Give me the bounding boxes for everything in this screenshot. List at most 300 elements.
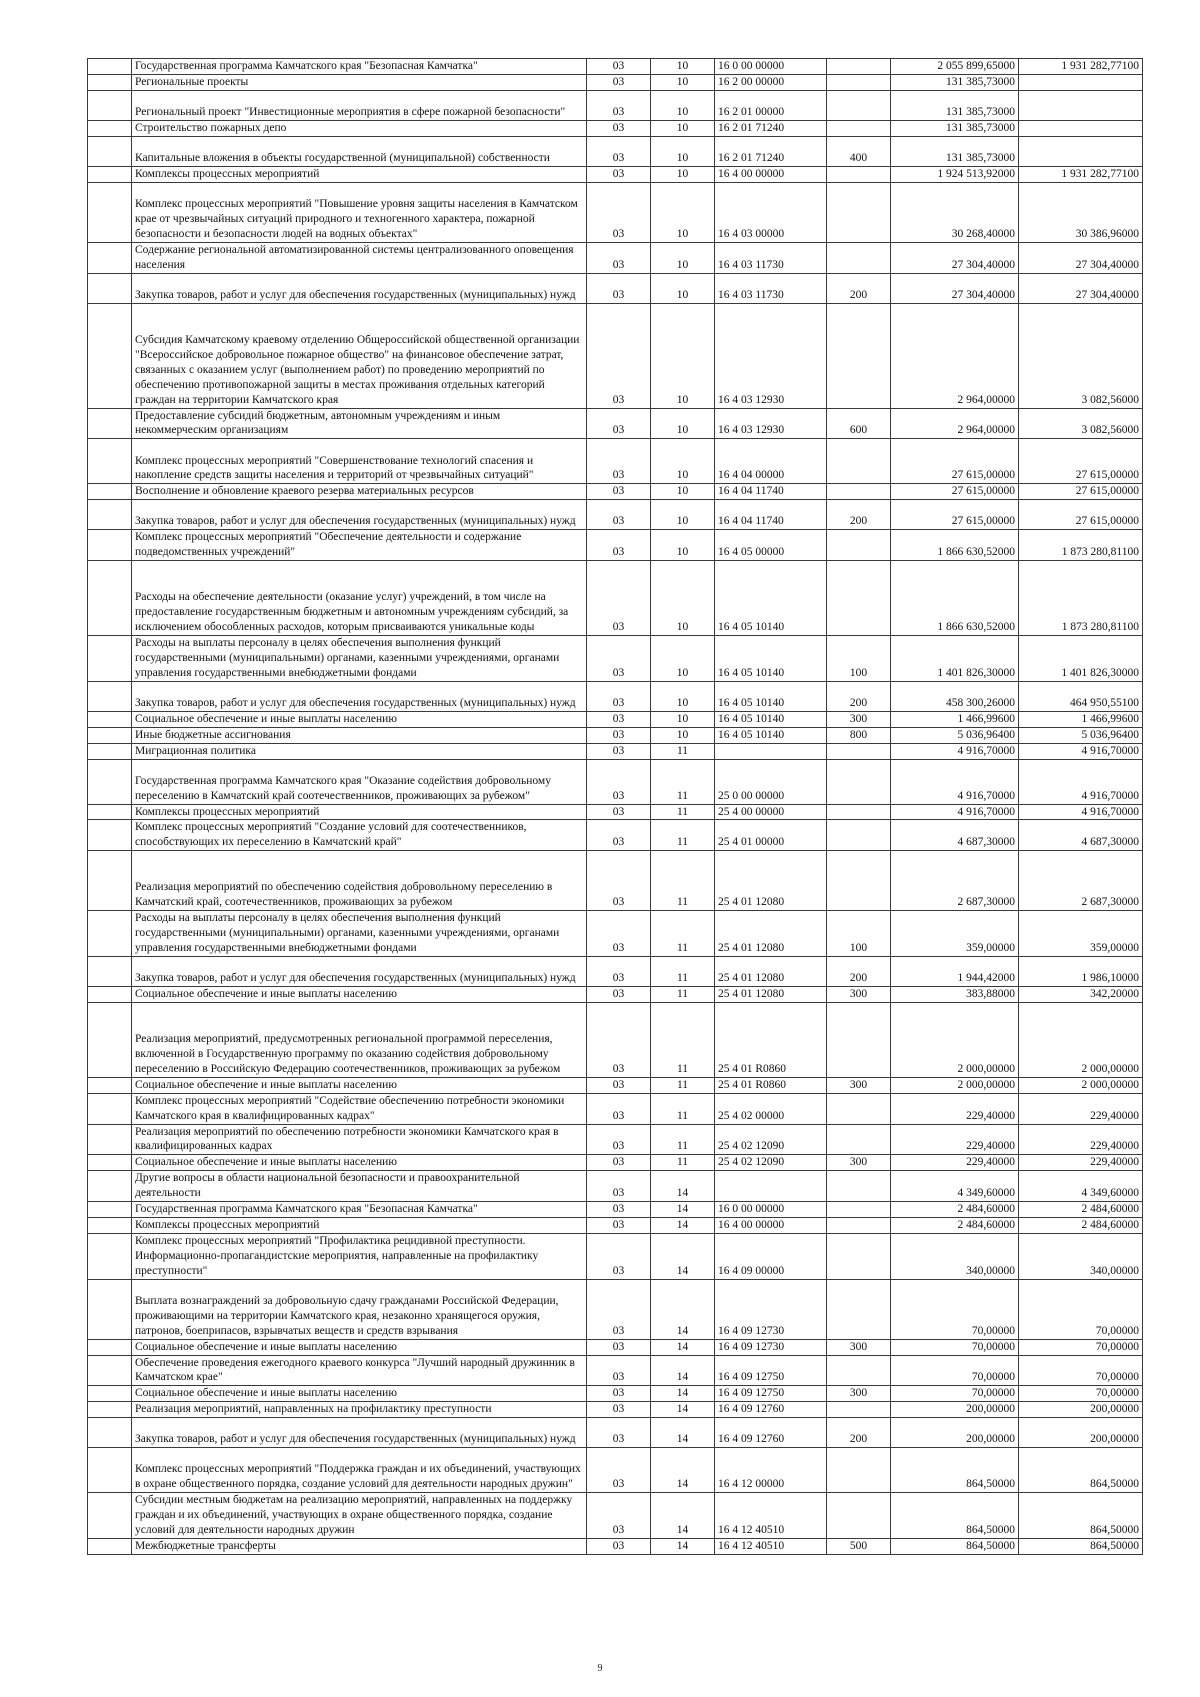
row-number-cell [88,711,132,727]
table-row [88,484,1143,500]
table-row [88,759,1143,804]
subsection-code-cell: 10 [651,530,715,561]
amount-year-1-cell: 200,00000 [891,1418,1019,1448]
subsection-code-cell: 11 [651,804,715,820]
expense-type-code-cell [827,75,891,91]
amount-year-2-cell: 27 615,00000 [1019,500,1143,530]
target-article-code-cell: 25 4 01 12080 [715,986,827,1002]
subsection-code-cell: 14 [651,1279,715,1339]
amount-year-2-cell: 3 082,56000 [1019,408,1143,439]
section-code-cell: 03 [587,1202,651,1218]
item-name-cell: Комплекс процессных мероприятий "Создание условий для соотечественников, способствующих их переселению в Камчатский край" [132,820,587,851]
row-number-cell [88,182,132,242]
amount-year-1-cell: 131 385,73000 [891,136,1019,166]
amount-year-2-cell: 4 687,30000 [1019,820,1143,851]
amount-year-1-cell: 30 268,40000 [891,182,1019,242]
expense-type-code-cell [827,743,891,759]
table-row [88,75,1143,91]
amount-year-1-cell: 2 484,60000 [891,1202,1019,1218]
row-number-cell [88,408,132,439]
expense-type-code-cell [827,484,891,500]
target-article-code-cell: 16 4 05 10140 [715,681,827,711]
item-name-cell: Социальное обеспечение и иные выплаты населению [132,986,587,1002]
section-code-cell: 03 [587,711,651,727]
item-name-cell: Социальное обеспечение и иные выплаты населению [132,1077,587,1093]
table-row [88,727,1143,743]
budget-table [87,58,1143,1555]
table-row [88,1386,1143,1402]
target-article-code-cell: 16 4 00 00000 [715,166,827,182]
amount-year-1-cell: 27 615,00000 [891,484,1019,500]
amount-year-2-cell: 4 916,70000 [1019,804,1143,820]
expense-type-code-cell: 200 [827,1418,891,1448]
target-article-code-cell: 25 4 00 00000 [715,804,827,820]
target-article-code-cell: 25 4 02 00000 [715,1093,827,1124]
expense-type-code-cell [827,804,891,820]
expense-type-code-cell [827,303,891,408]
target-article-code-cell: 16 4 03 11730 [715,242,827,273]
expense-type-code-cell: 400 [827,136,891,166]
section-code-cell: 03 [587,1124,651,1155]
target-article-code-cell: 16 4 05 00000 [715,530,827,561]
expense-type-code-cell: 600 [827,408,891,439]
amount-year-1-cell: 131 385,73000 [891,120,1019,136]
row-number-cell [88,120,132,136]
expense-type-code-cell: 200 [827,956,891,986]
table-row [88,408,1143,439]
amount-year-1-cell: 1 924 513,92000 [891,166,1019,182]
amount-year-1-cell: 2 964,00000 [891,408,1019,439]
amount-year-1-cell: 2 687,30000 [891,851,1019,911]
row-number-cell [88,530,132,561]
item-name-cell: Региональные проекты [132,75,587,91]
table-row [88,1155,1143,1171]
section-code-cell: 03 [587,804,651,820]
subsection-code-cell: 14 [651,1218,715,1234]
section-code-cell: 03 [587,561,651,636]
row-number-cell [88,136,132,166]
amount-year-1-cell: 458 300,26000 [891,681,1019,711]
amount-year-2-cell: 70,00000 [1019,1339,1143,1355]
row-number-cell [88,75,132,91]
target-article-code-cell: 25 4 02 12090 [715,1124,827,1155]
target-article-code-cell: 25 4 01 12080 [715,956,827,986]
section-code-cell: 03 [587,911,651,957]
amount-year-1-cell: 27 304,40000 [891,242,1019,273]
expense-type-code-cell: 200 [827,273,891,303]
row-number-cell [88,1339,132,1355]
target-article-code-cell: 16 4 09 12760 [715,1402,827,1418]
table-row [88,1218,1143,1234]
amount-year-2-cell: 1 466,99600 [1019,711,1143,727]
section-code-cell: 03 [587,1171,651,1202]
subsection-code-cell: 11 [651,851,715,911]
item-name-cell: Обеспечение проведения ежегодного краевого конкурса "Лучший народный дружинник в Камчатском крае" [132,1355,587,1386]
subsection-code-cell: 10 [651,273,715,303]
subsection-code-cell: 14 [651,1402,715,1418]
table-row [88,1077,1143,1093]
table-row [88,804,1143,820]
amount-year-1-cell: 4 349,60000 [891,1171,1019,1202]
section-code-cell: 03 [587,743,651,759]
target-article-code-cell: 16 2 01 71240 [715,120,827,136]
target-article-code-cell: 16 4 09 12750 [715,1355,827,1386]
amount-year-2-cell: 2 484,60000 [1019,1202,1143,1218]
row-number-cell [88,636,132,682]
table-row [88,1002,1143,1077]
target-article-code-cell: 16 4 09 12730 [715,1279,827,1339]
subsection-code-cell: 14 [651,1418,715,1448]
row-number-cell [88,1418,132,1448]
subsection-code-cell: 10 [651,303,715,408]
amount-year-1-cell: 4 687,30000 [891,820,1019,851]
amount-year-1-cell: 70,00000 [891,1339,1019,1355]
table-row [88,911,1143,957]
expense-type-code-cell [827,820,891,851]
row-number-cell [88,1093,132,1124]
expense-type-code-cell [827,242,891,273]
item-name-cell: Социальное обеспечение и иные выплаты населению [132,711,587,727]
subsection-code-cell: 11 [651,1124,715,1155]
section-code-cell: 03 [587,59,651,75]
item-name-cell: Расходы на выплаты персоналу в целях обеспечения выполнения функций государственными (муниципальными) органами, казенными учреждениями, органами управления государственными внебюджетными фондами [132,636,587,682]
expense-type-code-cell [827,59,891,75]
row-number-cell [88,59,132,75]
subsection-code-cell: 11 [651,1155,715,1171]
expense-type-code-cell [827,1202,891,1218]
table-row [88,820,1143,851]
amount-year-1-cell: 5 036,96400 [891,727,1019,743]
item-name-cell: Комплексы процессных мероприятий [132,166,587,182]
amount-year-1-cell: 70,00000 [891,1355,1019,1386]
expense-type-code-cell: 300 [827,1339,891,1355]
target-article-code-cell [715,1171,827,1202]
section-code-cell: 03 [587,1155,651,1171]
amount-year-1-cell: 27 615,00000 [891,439,1019,484]
expense-type-code-cell: 300 [827,1155,891,1171]
item-name-cell: Социальное обеспечение и иные выплаты населению [132,1386,587,1402]
section-code-cell: 03 [587,1402,651,1418]
target-article-code-cell: 16 2 01 71240 [715,136,827,166]
section-code-cell: 03 [587,986,651,1002]
item-name-cell: Предоставление субсидий бюджетным, автономным учреждениям и иным некоммерческим организациям [132,408,587,439]
subsection-code-cell: 14 [651,1386,715,1402]
item-name-cell: Комплекс процессных мероприятий "Обеспечение деятельности и содержание подведомственных учреждений" [132,530,587,561]
amount-year-1-cell: 1 866 630,52000 [891,561,1019,636]
amount-year-2-cell: 229,40000 [1019,1124,1143,1155]
subsection-code-cell: 14 [651,1339,715,1355]
item-name-cell: Капитальные вложения в объекты государственной (муниципальной) собственности [132,136,587,166]
subsection-code-cell: 14 [651,1493,715,1539]
amount-year-1-cell: 864,50000 [891,1538,1019,1554]
section-code-cell: 03 [587,1279,651,1339]
target-article-code-cell: 16 4 05 10140 [715,727,827,743]
target-article-code-cell: 16 4 09 12750 [715,1386,827,1402]
target-article-code-cell: 16 4 04 11740 [715,484,827,500]
expense-type-code-cell [827,120,891,136]
row-number-cell [88,1124,132,1155]
section-code-cell: 03 [587,1218,651,1234]
item-name-cell: Комплекс процессных мероприятий "Повышение уровня защиты населения в Камчатском крае от чрезвычайных ситуаций природного и техногенного характера, пожарной безопасности и безопасности людей на водных объектах" [132,182,587,242]
amount-year-2-cell: 2 687,30000 [1019,851,1143,911]
amount-year-1-cell: 359,00000 [891,911,1019,957]
row-number-cell [88,484,132,500]
row-number-cell [88,1218,132,1234]
target-article-code-cell: 25 4 02 12090 [715,1155,827,1171]
subsection-code-cell: 10 [651,166,715,182]
row-number-cell [88,1171,132,1202]
target-article-code-cell: 16 4 12 00000 [715,1448,827,1493]
subsection-code-cell: 10 [651,636,715,682]
table-row [88,1493,1143,1539]
table-row [88,1279,1143,1339]
item-name-cell: Социальное обеспечение и иные выплаты населению [132,1339,587,1355]
section-code-cell: 03 [587,820,651,851]
subsection-code-cell: 10 [651,120,715,136]
amount-year-1-cell: 2 000,00000 [891,1077,1019,1093]
section-code-cell: 03 [587,636,651,682]
section-code-cell: 03 [587,1077,651,1093]
amount-year-1-cell: 229,40000 [891,1093,1019,1124]
item-name-cell: Государственная программа Камчатского края "Оказание содействия добровольному переселению в Камчатский край соотечественников, проживающих за рубежом" [132,759,587,804]
amount-year-1-cell: 1 401 826,30000 [891,636,1019,682]
section-code-cell: 03 [587,136,651,166]
subsection-code-cell: 11 [651,1093,715,1124]
amount-year-2-cell: 3 082,56000 [1019,303,1143,408]
section-code-cell: 03 [587,727,651,743]
amount-year-2-cell: 342,20000 [1019,986,1143,1002]
amount-year-2-cell: 200,00000 [1019,1418,1143,1448]
target-article-code-cell: 16 4 09 12730 [715,1339,827,1355]
expense-type-code-cell [827,561,891,636]
section-code-cell: 03 [587,273,651,303]
subsection-code-cell: 10 [651,681,715,711]
amount-year-2-cell: 4 916,70000 [1019,759,1143,804]
table-row [88,166,1143,182]
table-row [88,1093,1143,1124]
row-number-cell [88,956,132,986]
item-name-cell: Строительство пожарных депо [132,120,587,136]
subsection-code-cell: 10 [651,408,715,439]
expense-type-code-cell [827,439,891,484]
amount-year-2-cell: 4 916,70000 [1019,743,1143,759]
amount-year-1-cell: 70,00000 [891,1279,1019,1339]
amount-year-2-cell: 27 615,00000 [1019,439,1143,484]
amount-year-2-cell: 1 931 282,77100 [1019,166,1143,182]
target-article-code-cell: 16 4 03 12930 [715,408,827,439]
subsection-code-cell: 10 [651,727,715,743]
amount-year-2-cell: 30 386,96000 [1019,182,1143,242]
amount-year-1-cell: 131 385,73000 [891,90,1019,120]
expense-type-code-cell: 800 [827,727,891,743]
row-number-cell [88,804,132,820]
row-number-cell [88,303,132,408]
expense-type-code-cell: 200 [827,681,891,711]
target-article-code-cell: 16 4 09 00000 [715,1233,827,1279]
row-number-cell [88,727,132,743]
table-row [88,59,1143,75]
row-number-cell [88,1077,132,1093]
section-code-cell: 03 [587,956,651,986]
row-number-cell [88,242,132,273]
expense-type-code-cell [827,1218,891,1234]
item-name-cell: Государственная программа Камчатского края "Безопасная Камчатка" [132,1202,587,1218]
table-row [88,681,1143,711]
item-name-cell: Комплексы процессных мероприятий [132,804,587,820]
amount-year-2-cell: 864,50000 [1019,1448,1143,1493]
amount-year-2-cell: 2 000,00000 [1019,1002,1143,1077]
row-number-cell [88,759,132,804]
amount-year-2-cell: 464 950,55100 [1019,681,1143,711]
target-article-code-cell: 25 4 01 R0860 [715,1002,827,1077]
amount-year-1-cell: 200,00000 [891,1402,1019,1418]
subsection-code-cell: 10 [651,500,715,530]
table-row [88,1538,1143,1554]
amount-year-2-cell: 70,00000 [1019,1279,1143,1339]
section-code-cell: 03 [587,1448,651,1493]
amount-year-2-cell: 4 349,60000 [1019,1171,1143,1202]
item-name-cell: Реализация мероприятий, направленных на профилактику преступности [132,1402,587,1418]
page-number: 9 [597,1663,603,1674]
amount-year-2-cell [1019,120,1143,136]
amount-year-2-cell: 359,00000 [1019,911,1143,957]
row-number-cell [88,1493,132,1539]
expense-type-code-cell [827,166,891,182]
target-article-code-cell: 16 4 05 10140 [715,711,827,727]
amount-year-2-cell: 229,40000 [1019,1093,1143,1124]
amount-year-1-cell: 340,00000 [891,1233,1019,1279]
amount-year-2-cell: 27 304,40000 [1019,273,1143,303]
subsection-code-cell: 14 [651,1233,715,1279]
subsection-code-cell: 14 [651,1202,715,1218]
amount-year-2-cell: 27 304,40000 [1019,242,1143,273]
row-number-cell [88,820,132,851]
expense-type-code-cell: 300 [827,1077,891,1093]
subsection-code-cell: 11 [651,759,715,804]
subsection-code-cell: 11 [651,986,715,1002]
table-row [88,743,1143,759]
table-row [88,1339,1143,1355]
section-code-cell: 03 [587,1339,651,1355]
subsection-code-cell: 10 [651,439,715,484]
row-number-cell [88,500,132,530]
budget-table-body [88,59,1143,1555]
amount-year-1-cell: 4 916,70000 [891,743,1019,759]
table-row [88,500,1143,530]
subsection-code-cell: 10 [651,182,715,242]
amount-year-2-cell: 1 986,10000 [1019,956,1143,986]
expense-type-code-cell: 100 [827,911,891,957]
item-name-cell: Расходы на выплаты персоналу в целях обеспечения выполнения функций государственными (муниципальными) органами, казенными учреждениями, органами управления государственными внебюджетными фондами [132,911,587,957]
expense-type-code-cell [827,851,891,911]
row-number-cell [88,439,132,484]
table-row [88,1402,1143,1418]
section-code-cell: 03 [587,439,651,484]
row-number-cell [88,1355,132,1386]
expense-type-code-cell [827,1171,891,1202]
subsection-code-cell: 11 [651,956,715,986]
subsection-code-cell: 11 [651,1002,715,1077]
subsection-code-cell: 14 [651,1448,715,1493]
target-article-code-cell: 16 2 01 00000 [715,90,827,120]
row-number-cell [88,1279,132,1339]
amount-year-1-cell: 864,50000 [891,1448,1019,1493]
item-name-cell: Содержание региональной автоматизированной системы централизованного оповещения населения [132,242,587,273]
expense-type-code-cell: 300 [827,986,891,1002]
amount-year-2-cell: 200,00000 [1019,1402,1143,1418]
amount-year-1-cell: 1 944,42000 [891,956,1019,986]
target-article-code-cell: 25 4 01 R0860 [715,1077,827,1093]
expense-type-code-cell [827,1402,891,1418]
item-name-cell: Комплекс процессных мероприятий "Профилактика рецидивной преступности. Информационно-пропагандистские мероприятия, направленные на профилактику преступности" [132,1233,587,1279]
row-number-cell [88,911,132,957]
target-article-code-cell: 16 0 00 00000 [715,59,827,75]
subsection-code-cell: 14 [651,1355,715,1386]
item-name-cell: Комплекс процессных мероприятий "Поддержка граждан и их объединений, участвующих в охране общественного порядка, создание условий для деятельности народных дружин" [132,1448,587,1493]
table-row [88,303,1143,408]
section-code-cell: 03 [587,120,651,136]
subsection-code-cell: 10 [651,90,715,120]
row-number-cell [88,1402,132,1418]
item-name-cell: Закупка товаров, работ и услуг для обеспечения государственных (муниципальных) нужд [132,681,587,711]
table-row [88,1171,1143,1202]
item-name-cell: Выплата вознаграждений за добровольную сдачу гражданами Российской Федерации, проживающими на территории Камчатского края, незаконно хранящегося оружия, патронов, боеприпасов, взрывчатых веществ и средств взрывания [132,1279,587,1339]
amount-year-1-cell: 2 055 899,65000 [891,59,1019,75]
table-row [88,986,1143,1002]
table-row [88,242,1143,273]
item-name-cell: Закупка товаров, работ и услуг для обеспечения государственных (муниципальных) нужд [132,500,587,530]
amount-year-1-cell: 864,50000 [891,1493,1019,1539]
expense-type-code-cell: 200 [827,500,891,530]
subsection-code-cell: 11 [651,911,715,957]
table-row [88,1448,1143,1493]
item-name-cell: Государственная программа Камчатского края "Безопасная Камчатка" [132,59,587,75]
item-name-cell: Социальное обеспечение и иные выплаты населению [132,1155,587,1171]
table-row [88,1355,1143,1386]
section-code-cell: 03 [587,166,651,182]
item-name-cell: Восполнение и обновление краевого резерва материальных ресурсов [132,484,587,500]
table-row [88,273,1143,303]
row-number-cell [88,1155,132,1171]
expense-type-code-cell [827,1493,891,1539]
item-name-cell: Комплекс процессных мероприятий "Содействие обеспечению потребности экономики Камчатского края в квалифицированных кадрах" [132,1093,587,1124]
expense-type-code-cell: 100 [827,636,891,682]
row-number-cell [88,1538,132,1554]
section-code-cell: 03 [587,182,651,242]
section-code-cell: 03 [587,1093,651,1124]
section-code-cell: 03 [587,242,651,273]
expense-type-code-cell [827,1002,891,1077]
amount-year-2-cell: 1 873 280,81100 [1019,561,1143,636]
amount-year-1-cell: 27 304,40000 [891,273,1019,303]
section-code-cell: 03 [587,1355,651,1386]
item-name-cell: Реализация мероприятий по обеспечению содействия добровольному переселению в Камчатский край, соотечественников, проживающих за рубежом [132,851,587,911]
amount-year-1-cell: 27 615,00000 [891,500,1019,530]
row-number-cell [88,1002,132,1077]
section-code-cell: 03 [587,75,651,91]
subsection-code-cell: 14 [651,1171,715,1202]
table-row [88,182,1143,242]
row-number-cell [88,90,132,120]
expense-type-code-cell [827,90,891,120]
amount-year-1-cell: 1 466,99600 [891,711,1019,727]
amount-year-1-cell: 70,00000 [891,1386,1019,1402]
row-number-cell [88,1448,132,1493]
target-article-code-cell: 16 4 03 00000 [715,182,827,242]
amount-year-2-cell: 2 484,60000 [1019,1218,1143,1234]
target-article-code-cell: 16 4 04 00000 [715,439,827,484]
expense-type-code-cell [827,1355,891,1386]
